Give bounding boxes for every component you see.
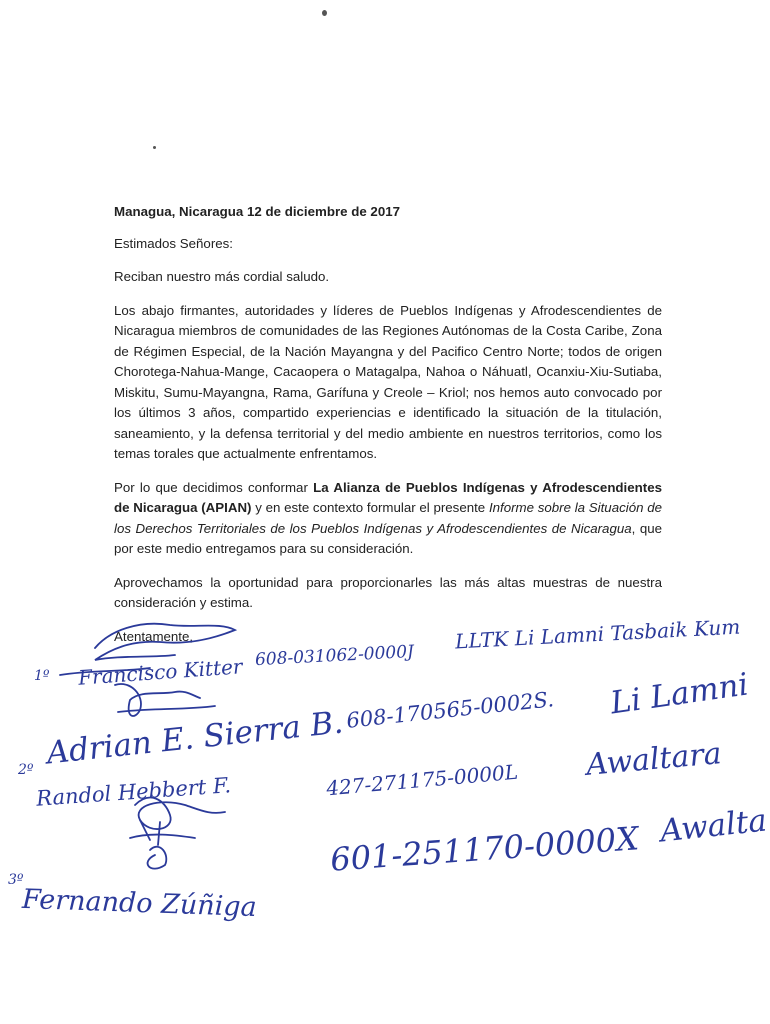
- letter-greeting: Reciban nuestro más cordial saludo.: [114, 269, 330, 284]
- handwritten-number: 1º: [34, 668, 50, 684]
- handwritten-id: 608-031062-0000J: [254, 641, 415, 671]
- signature-stroke-4: [118, 706, 215, 712]
- alliance-name: La Alianza de Pueblos Indígenas y Afrodescendientes de Nicaragua (APIAN): [114, 479, 662, 515]
- signature-stroke-7: [148, 847, 167, 869]
- scan-speck: [322, 10, 327, 16]
- scan-speck: [153, 146, 156, 149]
- letter-paragraph-2: [114, 478, 662, 560]
- handwritten-name: Francisco Kitter: [77, 654, 244, 690]
- signature-stroke-6: [130, 820, 195, 845]
- letter-body: [114, 202, 662, 660]
- signature-stroke-1: [95, 624, 235, 660]
- handwritten-number: 3º: [8, 872, 24, 888]
- handwritten-organization: Awalta: [658, 802, 769, 850]
- paragraph-2-text: Por lo que decidimos conformar: [114, 479, 314, 495]
- letter-salutation: Estimados Señores:: [114, 235, 233, 251]
- handwritten-name: Fernando Zúñiga: [21, 883, 258, 924]
- handwritten-organization: Li Lamni: [608, 666, 751, 722]
- paragraph-2-text: , que por este medio entregamos para su consideración.: [114, 520, 663, 556]
- handwritten-id: 427-271175-0000L: [325, 759, 519, 801]
- handwritten-organization: LLTK Li Lamni Tasbaik Kum: [454, 614, 741, 654]
- handwritten-id: 601-251170-0000X: [329, 819, 641, 879]
- letter-date: Managua, Nicaragua 12 de diciembre de 2017: [114, 204, 401, 219]
- letter-paragraph-1: Los abajo firmantes, autoridades y líderes de Pueblos Indígenas y Afrodescendientes de Nicaragua miembros de comunidades de las Regiones Autónomas de la Costa Caribe, Zona de Régimen Especial, de la Nación Mayangna y del Pacifico Centro Norte; todos de origen Chorotega-Nahua-Mange, Cacaopera o Matagalpa, Nahoa o Náhuatl, Ocanxiu-Xiu-Sutiaba, Miskitu, Sumu-Mayangna, Rama, Garífuna y Creole – Kriol; nos hemos auto convocado por los últimos 3 años, compartido experiencias e identificado la situación de la titulación, saneamiento, y la defensa territorial y del medio ambiente en nuestros territorios, como los temas torales que actualmente enfrentamos.: [114, 302, 662, 461]
- handwritten-id: 608-170565-0002S.: [345, 687, 555, 733]
- report-title: Informe sobre la Situación de los Derechos Territoriales de los Pueblos Indígenas y Afrodescendientes de Nicaragua: [114, 500, 662, 536]
- letter-paragraph-3: Aprovechamos la oportunidad para proporcionarles las más altas muestras de nuestra consideración y estima.: [114, 574, 662, 610]
- handwritten-number: 2º: [18, 762, 34, 778]
- handwritten-organization: Awaltara: [584, 736, 723, 783]
- letter-closing: Atentamente,: [114, 628, 194, 644]
- handwritten-name: Adrian E. Sierra B.: [44, 704, 345, 772]
- paragraph-2-text: y en este contexto formular el presente: [251, 500, 489, 515]
- handwritten-name: Randol Hebbert F.: [35, 773, 232, 811]
